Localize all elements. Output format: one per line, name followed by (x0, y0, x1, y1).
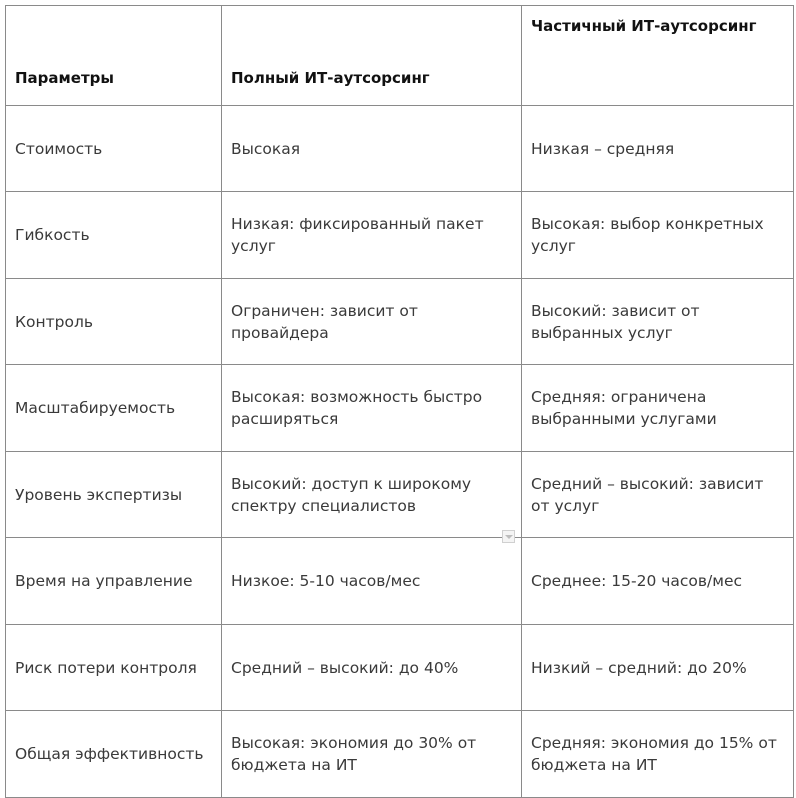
header-full-outsourcing: Полный ИТ-аутсорсинг (222, 6, 522, 106)
row-parameter-cell: Контроль (6, 279, 222, 365)
row-full-cell (222, 538, 522, 625)
row-full-cell: Ограничен: зависит от провайдера (222, 279, 522, 365)
table-row (6, 538, 794, 625)
row-parameter-cell: Общая эффективность (6, 711, 222, 798)
table-row (6, 106, 794, 192)
table-row (6, 625, 794, 711)
row-parameter-cell: Уровень экспертизы (6, 452, 222, 538)
row-full-cell: Высокая: экономия до 30% от бюджета на ИТ (222, 711, 522, 798)
table-row (6, 711, 794, 798)
row-partial-cell: Низкая – средняя (522, 106, 794, 192)
row-full-cell: Высокая: возможность быстро расширяться (222, 365, 522, 452)
row-partial-cell: Высокий: зависит от выбранных услуг (522, 279, 794, 365)
row-parameter-cell: Риск потери контроля (6, 625, 222, 711)
row-parameter-cell: Гибкость (6, 192, 222, 279)
row-parameter-cell: Время на управление (6, 538, 222, 625)
header-partial-outsourcing: Частичный ИТ-аутсорсинг (522, 6, 794, 106)
table-row (6, 279, 794, 365)
row-full-cell: Низкая: фиксированный пакет услуг (222, 192, 522, 279)
row-partial-cell: Средняя: экономия до 15% от бюджета на ИТ (522, 711, 794, 798)
row-full-cell: Высокий: доступ к широкому спектру специалистов (222, 452, 522, 538)
header-parameters: Параметры (6, 6, 222, 106)
table-row (6, 365, 794, 452)
row-partial-cell: Высокая: выбор конкретных услуг (522, 192, 794, 279)
row-partial-cell: Средний – высокий: зависит от услуг (522, 452, 794, 538)
comparison-table (5, 5, 794, 798)
chevron-down-icon[interactable] (502, 530, 515, 543)
row-full-cell-text: Низкое: 5-10 часов/мес (231, 572, 421, 590)
row-parameter-cell: Масштабируемость (6, 365, 222, 452)
row-parameter-cell: Стоимость (6, 106, 222, 192)
row-full-cell: Средний – высокий: до 40% (222, 625, 522, 711)
header-row (6, 6, 794, 106)
row-partial-cell: Средняя: ограничена выбранными услугами (522, 365, 794, 452)
row-full-cell: Высокая (222, 106, 522, 192)
table-row (6, 452, 794, 538)
row-partial-cell: Низкий – средний: до 20% (522, 625, 794, 711)
table-row (6, 192, 794, 279)
row-partial-cell: Среднее: 15-20 часов/мес (522, 538, 794, 625)
